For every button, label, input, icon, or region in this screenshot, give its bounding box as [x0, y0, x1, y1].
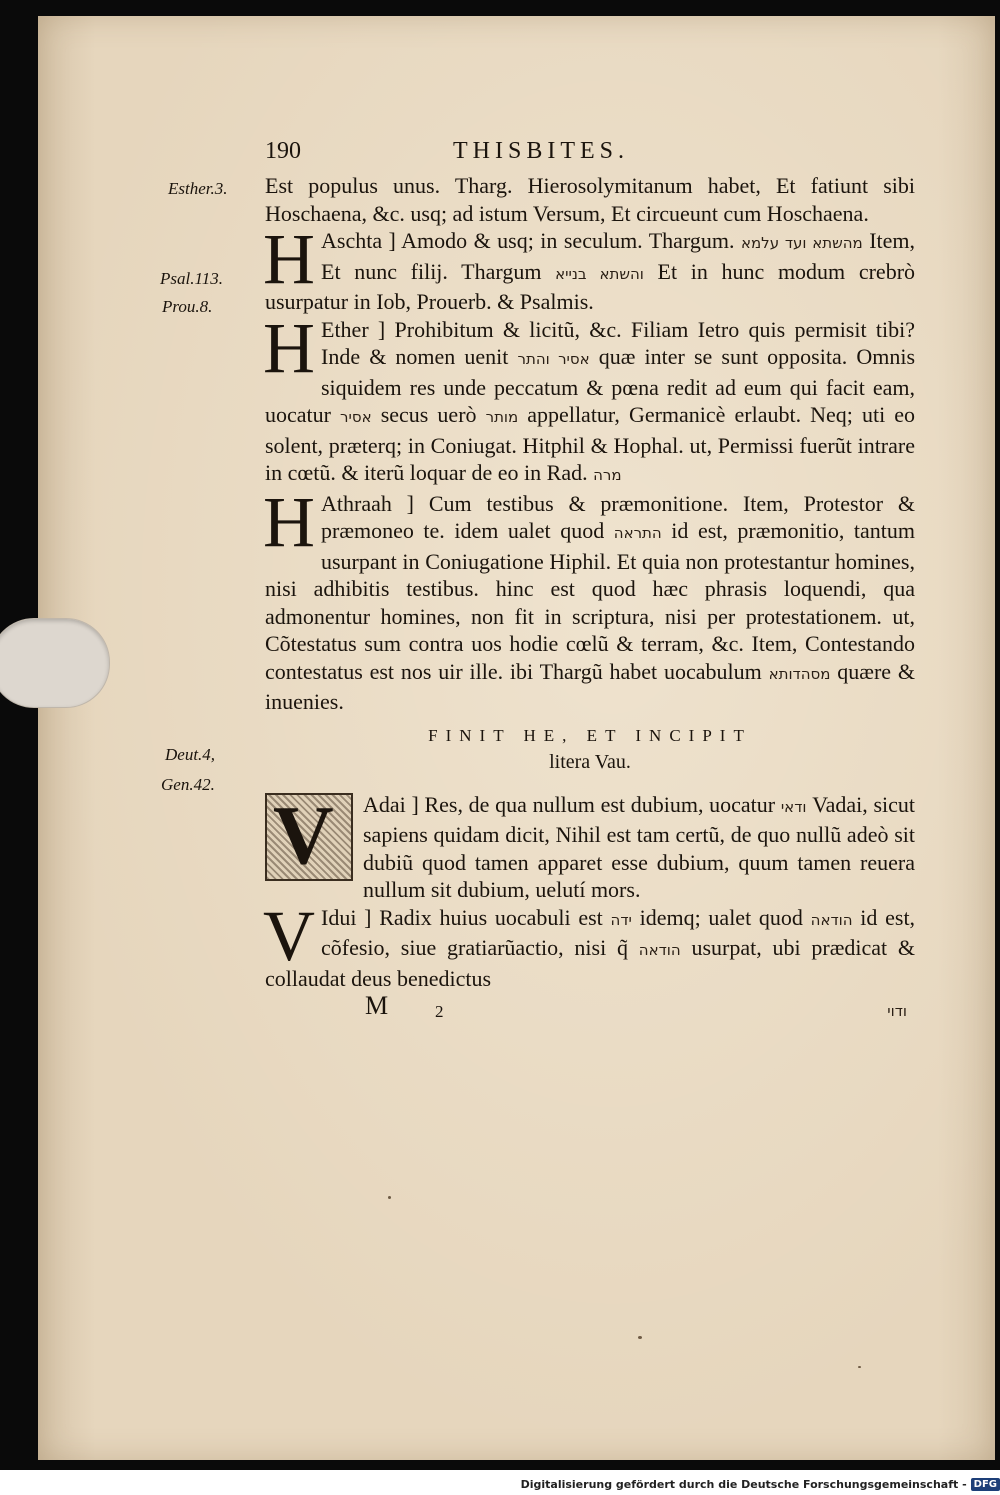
paragraph-text: Item, Et nunc filij. Thargum: [321, 228, 916, 284]
hebrew-text: הודאה: [638, 941, 681, 959]
hebrew-text: והשתא בנייא: [555, 264, 644, 283]
paragraph-text: Est populus unus. Tharg. Hierosolymitanum habet, Et fatiunt sibi Hoschaena, &c. usq; ad istum Versum, Et circueunt cum Hoschaena.: [265, 173, 915, 226]
paragraph-text: appellatur, Germanicè erlaubt. Neq; uti eo solent, præterq; in Coniugat. Hitphil & Hophal. ut, Permissi fuerũt intrare in cœtũ. & iterũ loquar de eo in Rad.: [265, 402, 916, 485]
paragraph-text: quæ inter se sunt opposita. Omnis siquidem res unde peccatum & pœna redit ad eum qui facit eam, uocatur: [265, 344, 916, 427]
paragraph-text: Et in hunc modum crebrò usurpatur in Iob, Prouerb. & Psalmis.: [265, 258, 916, 314]
paragraph-text: quære & inuenies.: [265, 658, 915, 714]
section-heading: FINIT HE, ET INCIPIT: [428, 725, 752, 745]
drop-cap: H: [263, 219, 315, 299]
margin-note: Esther.3.: [168, 179, 228, 198]
paragraph: [265, 172, 915, 227]
paragraph-text: Aschta ] Amodo & usq; in seculum. Thargum.: [321, 228, 735, 253]
paragraph-text: id est, præmonitio, tantum usurpant in Coniugatione Hiphil. Et quia non protestantur homines, nisi adhibitis testibus. hinc est quod hæc phrasis loquendi, qua admonentur homines, non fit in scriptura, nisi per protestationem. ut, Cõtestatus sum contra uos hodie cœlũ & terram, &c. Item, Contestando contestatus est nos uir ille. ibi Thargũ habet uocabulum: [265, 518, 916, 684]
signature-number: 2: [435, 1002, 444, 1021]
paragraph-hathraah: [263, 481, 916, 716]
hebrew-text: מרה: [593, 466, 622, 484]
credit-line: [521, 1473, 1000, 1495]
paragraph-hether: [263, 307, 916, 490]
drop-cap: V: [263, 895, 315, 976]
hebrew-text: הודאה: [810, 910, 853, 929]
hebrew-text: ודאי: [780, 797, 807, 816]
paper-speck: [638, 1336, 642, 1339]
paragraph-haschta: [263, 219, 916, 316]
paragraph-text: Athraah ] Cum testibus & præmonitione. Item, Protestor & præmoneo te. idem ualet quod: [321, 490, 915, 543]
paragraph-text: secus uerò: [380, 402, 477, 427]
hebrew-text: מותר: [485, 408, 519, 426]
paper-speck: [388, 1196, 391, 1199]
paragraph-text: usurpat, ubi prædicat & collaudat deus benedictus: [265, 935, 916, 991]
hebrew-text: מהשתא ועד עלמא: [740, 234, 863, 252]
paragraph-vadai: [265, 788, 916, 904]
main-text-column: [265, 172, 915, 1022]
section-subheading: litera Vau.: [549, 751, 631, 773]
catchword: ודוי: [887, 1002, 907, 1020]
drop-cap: H: [263, 307, 315, 388]
hebrew-text: ידה: [610, 910, 632, 929]
paragraph-text: Adai ] Res, de qua nullum est dubium, uocatur: [363, 791, 776, 817]
credit-text: Digitalisierung gefördert durch die Deutsche Forschungsgemeinschaft -: [520, 1477, 967, 1491]
page-clip: [0, 618, 110, 708]
hebrew-text: מסהדותא: [768, 664, 831, 683]
paragraph-text: Idui ] Radix huius uocabuli est: [321, 904, 603, 930]
hebrew-text: אסיר: [340, 408, 372, 426]
hebrew-text: אסיר והתר: [517, 350, 590, 368]
margin-note: Prou.8.: [162, 297, 213, 316]
ornamental-initial-letter: V: [273, 788, 334, 882]
drop-cap: H: [263, 481, 315, 562]
margin-note: Deut.4,: [165, 745, 216, 764]
paragraph-vidui: [263, 895, 916, 993]
paragraph-text: idemq; ualet quod: [639, 904, 803, 930]
page-number: 190: [265, 138, 301, 164]
ornamental-initial: [265, 788, 353, 882]
page-footer: [265, 991, 915, 1022]
paragraph-text: Vadai, sicut sapiens quidam dicit, Nihil est tam certũ, de quo nullũ adeò sit dubiũ quod tamen apparet esse dubium, quum tamen reuera nullum sit dubium, uelutí mors.: [363, 791, 916, 902]
margin-note: Gen.42.: [161, 775, 215, 794]
paper-speck: [858, 1366, 861, 1368]
running-head: THISBITES.: [453, 138, 629, 164]
paragraph-text: id est, cõfesio, siue gratiarũactio, nisi q̃: [321, 904, 916, 960]
hebrew-text: התראה: [613, 524, 662, 542]
dfg-logo: DFG: [971, 1478, 1000, 1491]
paragraph-text: Ether ] Prohibitum & licitũ, &c. Filiam Ietro quis permisit tibi? Inde & nomen uenit: [321, 316, 915, 369]
signature-mark: M: [365, 991, 389, 1020]
margin-note: Psal.113.: [160, 269, 223, 288]
